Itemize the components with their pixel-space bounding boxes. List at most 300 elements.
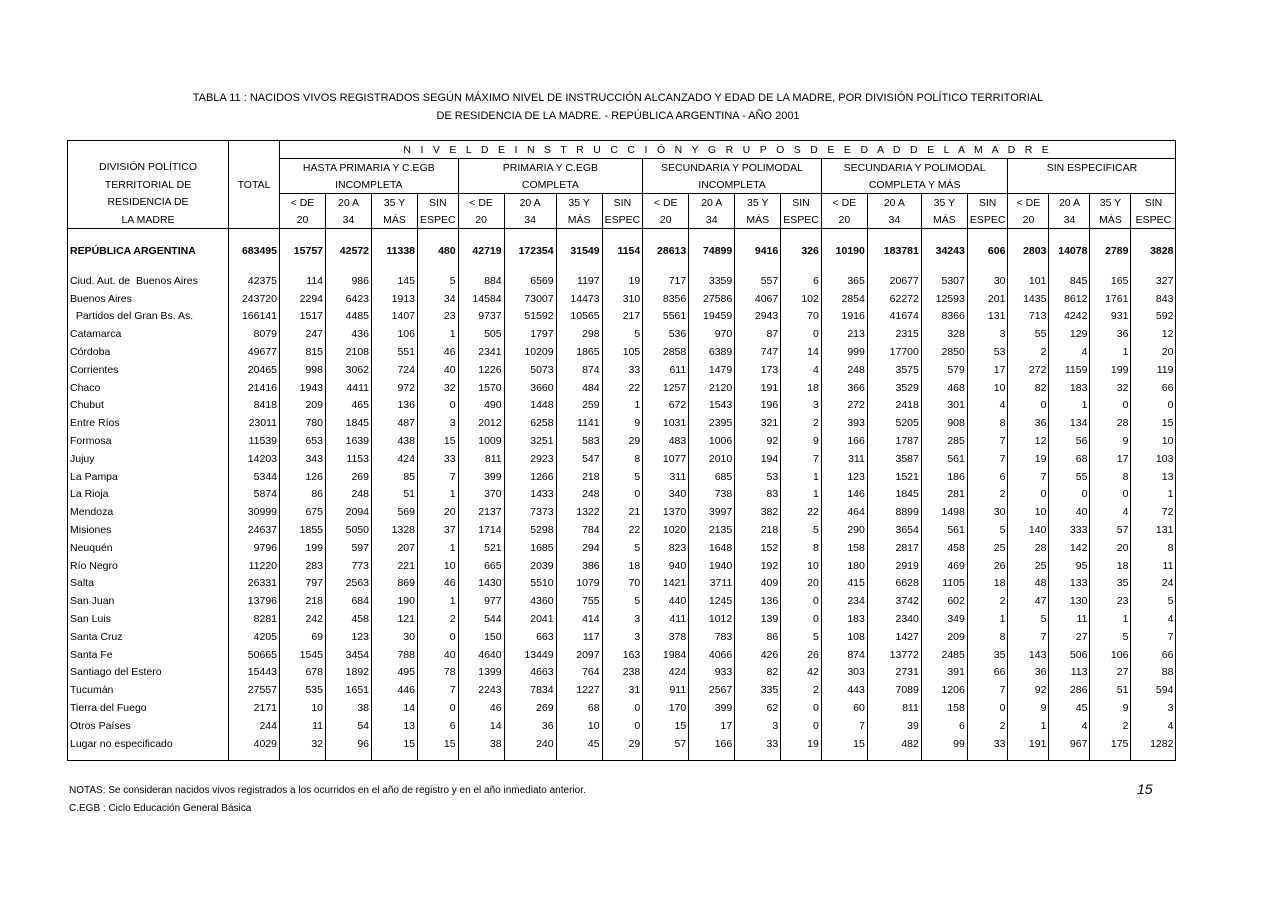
- row-value: 113: [1049, 664, 1090, 682]
- row-value: 845: [1049, 272, 1090, 290]
- row-label: Chubut: [68, 397, 229, 415]
- spacer-cell: [504, 229, 556, 242]
- row-value: 717: [643, 272, 689, 290]
- division-header-cell: [68, 141, 229, 159]
- row-value: 321: [735, 414, 781, 432]
- row-value: 259: [556, 397, 602, 415]
- row-value: 145: [372, 272, 418, 290]
- row-total: 20465: [229, 361, 280, 379]
- row-value: 1: [781, 486, 822, 504]
- row-value: 685: [689, 468, 735, 486]
- row-value: 2: [1090, 717, 1131, 735]
- row-label: Mendoza: [68, 503, 229, 521]
- row-value: 561: [921, 521, 967, 539]
- row-value: 18: [602, 557, 643, 575]
- row-value: 19: [781, 735, 822, 753]
- row-value: 45: [1049, 699, 1090, 717]
- row-value: 4: [1131, 717, 1176, 735]
- row-value: 1570: [458, 379, 504, 397]
- row-value: 4485: [326, 308, 372, 326]
- age-group-header: ESPEC: [418, 211, 459, 229]
- table-row: [68, 432, 1176, 450]
- row-value: 10565: [556, 308, 602, 326]
- row-value: 931: [1090, 308, 1131, 326]
- row-value: 240: [504, 735, 556, 753]
- row-total: 244: [229, 717, 280, 735]
- age-group-header: 20: [643, 211, 689, 229]
- row-value: 88: [1131, 664, 1176, 682]
- age-group-header: < DE: [280, 194, 326, 212]
- spacer-cell: [1049, 229, 1090, 242]
- row-value: 4066: [689, 646, 735, 664]
- row-value: 1159: [1049, 361, 1090, 379]
- row-total: 49677: [229, 343, 280, 361]
- row-value: 4: [1049, 717, 1090, 735]
- row-value: 1943: [280, 379, 326, 397]
- row-value: 5: [602, 325, 643, 343]
- row-value: 166: [821, 432, 867, 450]
- row-value: 490: [458, 397, 504, 415]
- row-value: 724: [372, 361, 418, 379]
- row-value: 51: [372, 486, 418, 504]
- note-births: NOTAS: Se consideran nacidos vivos registrados a los ocurridos en el año de registro y en el año inmediato anterior.: [69, 785, 586, 796]
- row-value: 29: [602, 432, 643, 450]
- age-group-header: MÁS: [556, 211, 602, 229]
- table-row: [68, 699, 1176, 717]
- row-value: 5: [418, 272, 459, 290]
- row-total: 11539: [229, 432, 280, 450]
- row-value: 134: [1049, 414, 1090, 432]
- row-total: 50665: [229, 646, 280, 664]
- row-value: 536: [643, 325, 689, 343]
- row-value: 14: [458, 717, 504, 735]
- spacer-cell: [418, 229, 459, 242]
- row-value: 3: [602, 628, 643, 646]
- table-row: [68, 468, 1176, 486]
- row-value: 62: [735, 699, 781, 717]
- row-label: Chaco: [68, 379, 229, 397]
- row-value: 103: [1131, 450, 1176, 468]
- row-value: 27: [1049, 628, 1090, 646]
- row-value: 4360: [504, 592, 556, 610]
- row-value: 22: [781, 503, 822, 521]
- row-value: 663: [504, 628, 556, 646]
- row-value: 28: [1090, 414, 1131, 432]
- row-value: 183781: [867, 241, 921, 260]
- row-value: 4067: [735, 290, 781, 308]
- spacer-cell: [326, 753, 372, 761]
- row-value: 1257: [643, 379, 689, 397]
- row-value: 7: [1008, 628, 1049, 646]
- row-total: 13796: [229, 592, 280, 610]
- row-value: 13772: [867, 646, 921, 664]
- row-value: 283: [280, 557, 326, 575]
- row-value: 7834: [504, 681, 556, 699]
- row-value: 36: [1008, 414, 1049, 432]
- row-value: 675: [280, 503, 326, 521]
- row-value: 1141: [556, 414, 602, 432]
- row-value: 2340: [867, 610, 921, 628]
- row-value: 7: [1131, 628, 1176, 646]
- row-value: 1079: [556, 575, 602, 593]
- row-value: 2: [1008, 343, 1049, 361]
- row-value: 36: [504, 717, 556, 735]
- row-value: 11: [1131, 557, 1176, 575]
- row-value: 366: [821, 379, 867, 397]
- row-value: 0: [1008, 486, 1049, 504]
- row-value: 23: [418, 308, 459, 326]
- row-label: Tucumán: [68, 681, 229, 699]
- row-value: 40: [1049, 503, 1090, 521]
- table-row: [68, 290, 1176, 308]
- row-value: 0: [967, 699, 1008, 717]
- row-value: 101: [1008, 272, 1049, 290]
- row-value: 196: [735, 397, 781, 415]
- row-value: 5307: [921, 272, 967, 290]
- row-value: 269: [504, 699, 556, 717]
- level-group-header: INCOMPLETA: [280, 176, 459, 194]
- row-value: 57: [643, 735, 689, 753]
- row-label: REPÚBLICA ARGENTINA: [68, 241, 229, 260]
- row-value: 1105: [921, 575, 967, 593]
- row-value: 755: [556, 592, 602, 610]
- row-value: 0: [418, 699, 459, 717]
- row-value: 92: [735, 432, 781, 450]
- row-value: 446: [372, 681, 418, 699]
- total-header-label: [229, 194, 280, 212]
- row-value: 1892: [326, 664, 372, 682]
- row-value: 653: [280, 432, 326, 450]
- row-value: 3: [418, 414, 459, 432]
- row-value: 378: [643, 628, 689, 646]
- row-value: 1282: [1131, 735, 1176, 753]
- row-value: 424: [643, 664, 689, 682]
- spacer-cell: [504, 753, 556, 761]
- table-row: [68, 486, 1176, 504]
- table-row: [68, 308, 1176, 326]
- row-value: 17: [967, 361, 1008, 379]
- spacer-cell: [68, 260, 229, 272]
- row-value: 33: [602, 361, 643, 379]
- row-value: 684: [326, 592, 372, 610]
- row-value: 6258: [504, 414, 556, 432]
- row-value: 35: [967, 646, 1008, 664]
- spacer-cell: [504, 260, 556, 272]
- row-value: 8: [781, 539, 822, 557]
- row-label: Córdoba: [68, 343, 229, 361]
- row-value: 70: [602, 575, 643, 593]
- row-label: Salta: [68, 575, 229, 593]
- row-value: 25: [1008, 557, 1049, 575]
- level-group-header: SECUNDARIA Y POLIMODAL: [643, 159, 822, 177]
- spacer-cell: [372, 229, 418, 242]
- age-group-header: 35 Y: [1090, 194, 1131, 212]
- row-value: 131: [1131, 521, 1176, 539]
- row-value: 1: [418, 486, 459, 504]
- row-value: 327: [1131, 272, 1176, 290]
- row-value: 7: [418, 468, 459, 486]
- row-value: 311: [821, 450, 867, 468]
- row-value: 335: [735, 681, 781, 699]
- row-label: La Rioja: [68, 486, 229, 504]
- age-group-header: 34: [689, 211, 735, 229]
- row-value: 8: [1090, 468, 1131, 486]
- row-value: 874: [556, 361, 602, 379]
- row-value: 209: [921, 628, 967, 646]
- row-value: 14473: [556, 290, 602, 308]
- row-value: 8: [1131, 539, 1176, 557]
- level-group-header: SIN ESPECIFICAR: [1008, 159, 1176, 177]
- age-group-header: 35 Y: [372, 194, 418, 212]
- row-value: 6: [921, 717, 967, 735]
- row-value: 20: [781, 575, 822, 593]
- row-value: 82: [1008, 379, 1049, 397]
- row-value: 411: [643, 610, 689, 628]
- row-value: 290: [821, 521, 867, 539]
- row-value: 1226: [458, 361, 504, 379]
- table-row: [68, 325, 1176, 343]
- row-value: 32: [418, 379, 459, 397]
- total-header-label: [229, 211, 280, 229]
- row-value: 106: [372, 325, 418, 343]
- spacer-cell: [921, 229, 967, 242]
- row-value: 140: [1008, 521, 1049, 539]
- row-value: 1: [602, 397, 643, 415]
- row-value: 738: [689, 486, 735, 504]
- age-group-header: MÁS: [921, 211, 967, 229]
- row-total: 26331: [229, 575, 280, 593]
- row-value: 1006: [689, 432, 735, 450]
- row-label: Otros Países: [68, 717, 229, 735]
- row-value: 0: [781, 699, 822, 717]
- level-group-header: COMPLETA Y MÁS: [821, 176, 1008, 194]
- row-value: 2485: [921, 646, 967, 664]
- row-value: 569: [372, 503, 418, 521]
- row-value: 123: [821, 468, 867, 486]
- row-value: 3: [1131, 699, 1176, 717]
- row-value: 5: [967, 521, 1008, 539]
- row-value: 27586: [689, 290, 735, 308]
- row-value: 415: [821, 575, 867, 593]
- table-row: [68, 592, 1176, 610]
- table-row: [68, 735, 1176, 753]
- age-group-header: 20 A: [326, 194, 372, 212]
- row-total: 683495: [229, 241, 280, 260]
- row-value: 414: [556, 610, 602, 628]
- table-row: [68, 361, 1176, 379]
- row-value: 2: [967, 592, 1008, 610]
- row-value: 170: [643, 699, 689, 717]
- row-value: 74899: [689, 241, 735, 260]
- row-value: 29: [602, 735, 643, 753]
- row-value: 3660: [504, 379, 556, 397]
- row-value: 386: [556, 557, 602, 575]
- table-row: [68, 628, 1176, 646]
- row-value: 2: [967, 717, 1008, 735]
- spacer-cell: [326, 260, 372, 272]
- row-value: 12: [1008, 432, 1049, 450]
- row-value: 36: [1090, 325, 1131, 343]
- row-value: 967: [1049, 735, 1090, 753]
- row-value: 2858: [643, 343, 689, 361]
- row-value: 611: [643, 361, 689, 379]
- row-value: 191: [735, 379, 781, 397]
- row-value: 328: [921, 325, 967, 343]
- row-value: 0: [781, 610, 822, 628]
- spacer-cell: [643, 260, 689, 272]
- row-value: 15: [1131, 414, 1176, 432]
- row-value: 248: [326, 486, 372, 504]
- row-value: 0: [1049, 486, 1090, 504]
- row-value: 19: [1008, 450, 1049, 468]
- row-value: 5: [1008, 610, 1049, 628]
- row-value: 436: [326, 325, 372, 343]
- row-value: 970: [689, 325, 735, 343]
- row-value: 121: [372, 610, 418, 628]
- row-value: 41674: [867, 308, 921, 326]
- spacer-cell: [1090, 260, 1131, 272]
- row-value: 10: [781, 557, 822, 575]
- row-value: 130: [1049, 592, 1090, 610]
- row-value: 940: [643, 557, 689, 575]
- row-value: 1328: [372, 521, 418, 539]
- row-value: 1651: [326, 681, 372, 699]
- row-value: 9: [781, 432, 822, 450]
- row-value: 3654: [867, 521, 921, 539]
- spacer-cell: [781, 260, 822, 272]
- spacer-cell: [372, 753, 418, 761]
- row-value: 482: [867, 735, 921, 753]
- row-value: 39: [867, 717, 921, 735]
- row-value: 37: [418, 521, 459, 539]
- row-value: 1787: [867, 432, 921, 450]
- row-value: 1421: [643, 575, 689, 593]
- row-value: 2039: [504, 557, 556, 575]
- row-total: 2171: [229, 699, 280, 717]
- row-value: 4640: [458, 646, 504, 664]
- row-value: 7: [967, 681, 1008, 699]
- row-value: 869: [372, 575, 418, 593]
- row-value: 0: [602, 717, 643, 735]
- row-value: 281: [921, 486, 967, 504]
- row-value: 1077: [643, 450, 689, 468]
- level-group-header: HASTA PRIMARIA Y C.EGB: [280, 159, 459, 177]
- row-value: 11: [1049, 610, 1090, 628]
- row-value: 483: [643, 432, 689, 450]
- row-value: 382: [735, 503, 781, 521]
- row-value: 972: [372, 379, 418, 397]
- row-value: 0: [781, 717, 822, 735]
- row-value: 535: [280, 681, 326, 699]
- row-value: 2418: [867, 397, 921, 415]
- row-label: Tierra del Fuego: [68, 699, 229, 717]
- row-value: 36: [1008, 664, 1049, 682]
- row-value: 199: [1090, 361, 1131, 379]
- row-value: 1448: [504, 397, 556, 415]
- spacer-cell: [1090, 753, 1131, 761]
- row-value: 4: [1090, 503, 1131, 521]
- row-value: 86: [280, 486, 326, 504]
- row-value: 557: [735, 272, 781, 290]
- table-title-line-2: DE RESIDENCIA DE LA MADRE. - REPÚBLICA ARGENTINA - AÑO 2001: [436, 110, 800, 122]
- row-value: 933: [689, 664, 735, 682]
- spacer-cell: [418, 260, 459, 272]
- row-value: 69: [280, 628, 326, 646]
- row-value: 8612: [1049, 290, 1090, 308]
- row-value: 40: [418, 646, 459, 664]
- row-label: Entre Ríos: [68, 414, 229, 432]
- row-value: 9416: [735, 241, 781, 260]
- row-value: 9: [602, 414, 643, 432]
- row-value: 83: [735, 486, 781, 504]
- row-value: 102: [781, 290, 822, 308]
- row-value: 0: [418, 397, 459, 415]
- spacer-cell: [1131, 753, 1176, 761]
- row-value: 17: [1090, 450, 1131, 468]
- row-value: 32: [1090, 379, 1131, 397]
- spacer-cell: [280, 753, 326, 761]
- row-value: 14: [781, 343, 822, 361]
- row-total: 11220: [229, 557, 280, 575]
- row-value: 15: [418, 432, 459, 450]
- row-value: 9: [1008, 699, 1049, 717]
- row-value: 146: [821, 486, 867, 504]
- spacer-cell: [967, 753, 1008, 761]
- row-value: 0: [781, 325, 822, 343]
- table-row: [68, 539, 1176, 557]
- table-row: [68, 379, 1176, 397]
- total-header-label: TOTAL: [229, 176, 280, 194]
- row-value: 35: [1090, 575, 1131, 593]
- row-value: 3062: [326, 361, 372, 379]
- row-value: 1433: [504, 486, 556, 504]
- row-value: 108: [821, 628, 867, 646]
- row-value: 1916: [821, 308, 867, 326]
- row-value: 5: [602, 592, 643, 610]
- row-total: 8418: [229, 397, 280, 415]
- row-value: 1322: [556, 503, 602, 521]
- spacer-cell: [68, 229, 229, 242]
- row-value: 468: [921, 379, 967, 397]
- row-value: 370: [458, 486, 504, 504]
- row-value: 340: [643, 486, 689, 504]
- spacer-cell: [735, 753, 781, 761]
- row-value: 38: [326, 699, 372, 717]
- age-group-header: 20: [1008, 211, 1049, 229]
- spacer-cell: [1131, 229, 1176, 242]
- spacer-cell: [229, 753, 280, 761]
- row-value: 14: [372, 699, 418, 717]
- row-value: 45: [556, 735, 602, 753]
- row-total: 42375: [229, 272, 280, 290]
- row-value: 5561: [643, 308, 689, 326]
- row-value: 547: [556, 450, 602, 468]
- row-value: 6569: [504, 272, 556, 290]
- row-value: 426: [735, 646, 781, 664]
- row-value: 349: [921, 610, 967, 628]
- row-value: 3454: [326, 646, 372, 664]
- row-value: 4: [1131, 610, 1176, 628]
- spacer-cell: [458, 229, 504, 242]
- spacer-cell: [1008, 229, 1049, 242]
- row-value: 464: [821, 503, 867, 521]
- row-value: 10: [280, 699, 326, 717]
- row-value: 3529: [867, 379, 921, 397]
- row-value: 165: [1090, 272, 1131, 290]
- row-value: 783: [689, 628, 735, 646]
- row-value: 5510: [504, 575, 556, 593]
- row-value: 0: [1090, 397, 1131, 415]
